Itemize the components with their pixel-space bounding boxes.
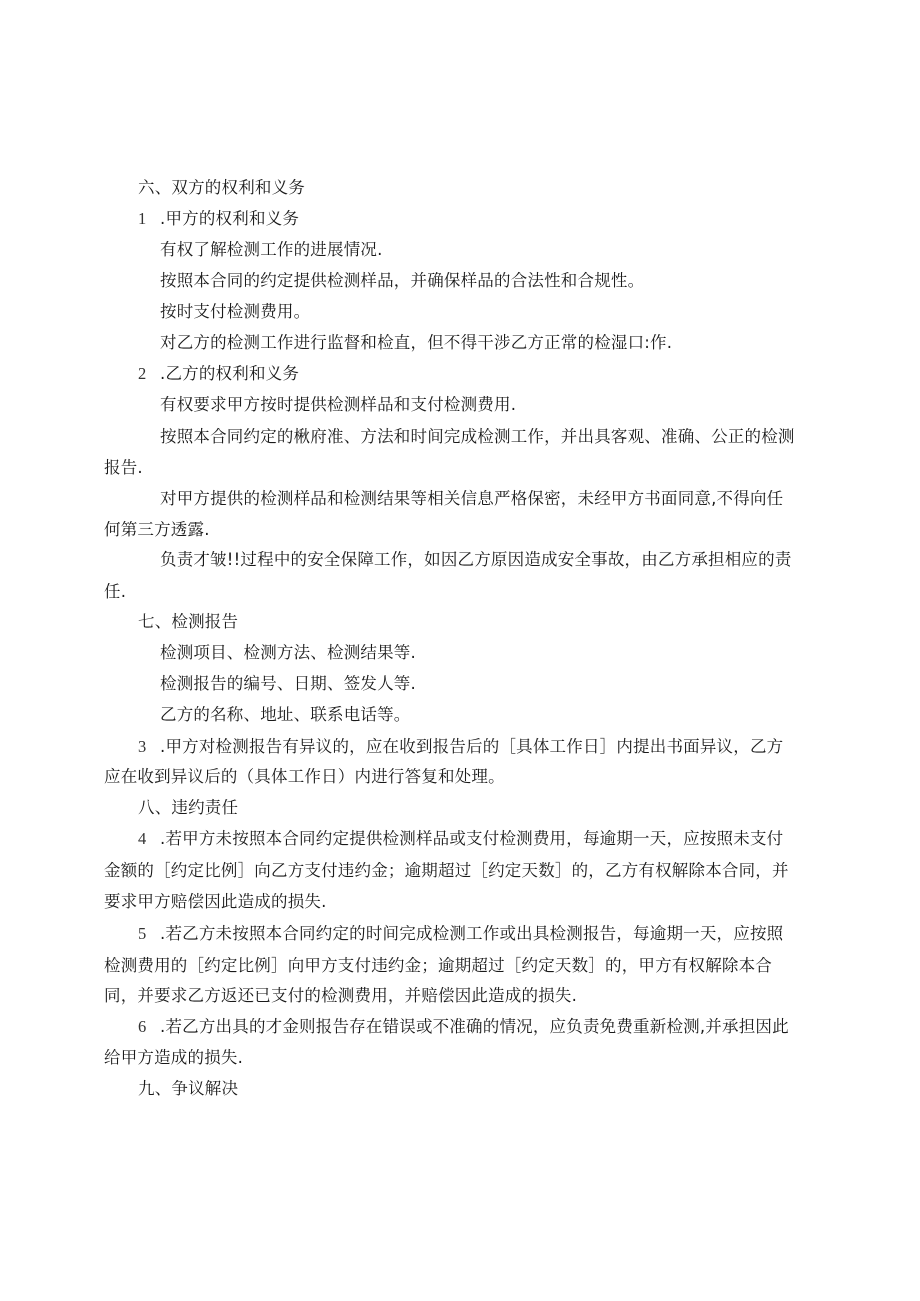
paragraph-line: 要求甲方赔偿因此造成的损失. xyxy=(104,892,327,911)
subsection-heading-1 xyxy=(138,209,299,229)
section-heading-8: 八、违约责任 xyxy=(138,798,239,817)
paragraph-line: 报告. xyxy=(104,458,143,477)
paragraph-text: .甲方对检测报告有异议的，应在收到报告后的［具体工作日］内提出书面异议，乙方 xyxy=(160,737,784,756)
section-heading-6: 六、双方的权利和义务 xyxy=(138,178,305,197)
paragraph-line: 对甲方提供的检测样品和检测结果等相关信息严格保密，未经甲方书面同意,不得向任 xyxy=(160,489,784,508)
paragraph-line: 对乙方的检测工作进行监督和检直，但不得干涉乙方正常的检湿口:作. xyxy=(160,333,673,352)
paragraph-line: 有权了解检测工作的进展情况. xyxy=(160,240,383,259)
paragraph-line: 同，并要求乙方返还已支付的检测费用，并赔偿因此造成的损失. xyxy=(104,986,578,1005)
subsection-title: .甲方的权利和义务 xyxy=(160,209,300,228)
paragraph-line: 按照本合同的约定提供检测样品，并确保样品的合法性和合规性。 xyxy=(160,271,645,290)
paragraph-text: .若甲方未按照本合同约定提供检测样品或支付检测费用，每逾期一天，应按照未支付 xyxy=(160,829,784,848)
paragraph-number: 6 xyxy=(138,1017,147,1036)
paragraph-line: 检测报告的编号、日期、签发人等. xyxy=(160,674,416,693)
paragraph-line: 何第三方透露. xyxy=(104,520,210,539)
paragraph-number: 5 xyxy=(138,924,147,943)
section-heading-7: 七、检测报告 xyxy=(138,612,239,631)
paragraph-line: 负责才皱!!过程中的安全保障工作，如因乙方原因造成安全事故，由乙方承担相应的责 xyxy=(160,550,792,569)
paragraph-line: 有权要求甲方按时提供检测样品和支付检测费用. xyxy=(160,395,517,414)
paragraph-text: .若乙方出具的才金则报告存在错误或不准确的情况，应负责免费重新检测,并承担因此 xyxy=(160,1017,789,1036)
paragraph-line: 按时支付检测费用。 xyxy=(160,302,311,321)
numbered-paragraph-3 xyxy=(138,737,783,757)
paragraph-line: 任. xyxy=(104,582,127,601)
section-heading-9: 九、争议解决 xyxy=(138,1079,239,1098)
paragraph-line: 乙方的名称、地址、联系电话等。 xyxy=(160,705,411,724)
paragraph-number: 3 xyxy=(138,737,147,756)
numbered-paragraph-4 xyxy=(138,829,783,849)
subsection-number: 2 xyxy=(138,364,147,383)
numbered-paragraph-6 xyxy=(138,1017,789,1037)
subsection-heading-2 xyxy=(138,364,299,384)
subsection-title: .乙方的权利和义务 xyxy=(160,364,300,383)
subsection-number: 1 xyxy=(138,209,147,228)
paragraph-line: 检测项目、检测方法、检测结果等. xyxy=(160,643,416,662)
numbered-paragraph-5 xyxy=(138,924,783,944)
paragraph-line: 检测费用的［约定比例］向甲方支付违约金；逾期超过［约定天数］的，甲方有权解除本合 xyxy=(104,956,772,975)
paragraph-number: 4 xyxy=(138,829,147,848)
paragraph-text: .若乙方未按照本合同约定的时间完成检测工作或出具检测报告，每逾期一天，应按照 xyxy=(160,924,784,943)
paragraph-line: 金额的［约定比例］向乙方支付违约金；逾期超过［约定天数］的，乙方有权解除本合同，并 xyxy=(104,861,789,880)
paragraph-line: 应在收到异议后的（具体工作日）内进行答复和处理。 xyxy=(104,767,505,786)
paragraph-line: 按照本合同约定的楸府准、方法和时间完成检测工作，并出具客观、准确、公正的检测 xyxy=(160,427,795,446)
paragraph-line: 给甲方造成的损失. xyxy=(104,1048,244,1067)
